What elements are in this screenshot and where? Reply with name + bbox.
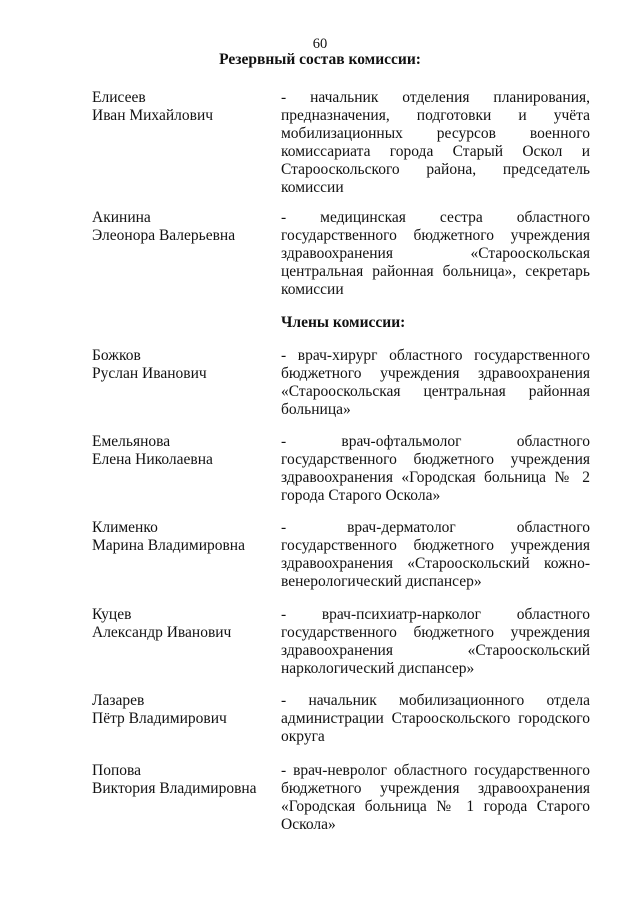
person-role: - врач-хирург областного государственного бюджетного учреждения здравоохранения «Старооскольская центральная районная больница» <box>281 347 590 418</box>
person-name <box>92 433 277 469</box>
person-name <box>92 762 277 798</box>
page-title: Резервный состав комиссии: <box>219 51 421 68</box>
person-surname: Клименко <box>92 519 158 536</box>
person-given-names: Виктория Владимировна <box>92 780 257 797</box>
person-role: - врач-дерматолог областного государственного бюджетного учреждения здравоохранения «Старооскольский кожно-венерологический диспансер» <box>281 519 590 590</box>
person-role: - врач-офтальмолог областного государственного бюджетного учреждения здравоохранения «Городская больница № 2 города Старого Оскола» <box>281 433 590 504</box>
person-given-names: Пётр Владимирович <box>92 710 227 727</box>
person-role: - медицинская сестра областного государственного бюджетного учреждения здравоохранения «Старооскольская центральная районная больница», секретарь комиссии <box>281 209 590 298</box>
person-given-names: Элеонора Валерьевна <box>92 227 236 244</box>
person-given-names: Елена Николаевна <box>92 451 213 468</box>
person-surname: Божков <box>92 347 141 364</box>
person-given-names: Александр Иванович <box>92 624 232 641</box>
person-given-names: Иван Михайлович <box>92 107 214 124</box>
person-name <box>92 606 277 642</box>
members-heading: Члены комиссии: <box>281 314 406 331</box>
person-name <box>92 89 277 125</box>
person-surname: Акинина <box>92 209 151 226</box>
person-surname: Куцев <box>92 606 132 623</box>
person-role: - врач-психиатр-нарколог областного государственного бюджетного учреждения здравоохранения «Старооскольский наркологический диспансер» <box>281 606 590 677</box>
person-surname: Елисеев <box>92 89 146 106</box>
person-name <box>92 347 277 383</box>
person-name <box>92 519 277 555</box>
person-role: - начальник отделения планирования, предназначения, подготовки и учёта мобилизационных ресурсов военного комиссариата города Старый Оскол и Старооскольского района, председатель комиссии <box>281 89 590 196</box>
person-given-names: Марина Владимировна <box>92 537 245 554</box>
person-name <box>92 209 277 245</box>
page-number: 60 <box>312 36 328 52</box>
person-surname: Емельянова <box>92 433 171 450</box>
person-surname: Лазарев <box>92 692 145 709</box>
person-given-names: Руслан Иванович <box>92 365 207 382</box>
person-name <box>92 692 277 728</box>
person-surname: Попова <box>92 762 141 779</box>
person-role: - врач-невролог областного государственного бюджетного учреждения здравоохранения «Городская больница № 1 города Старого Оскола» <box>281 762 590 833</box>
person-role: - начальник мобилизационного отдела администрации Старооскольского городского округа <box>281 692 590 745</box>
